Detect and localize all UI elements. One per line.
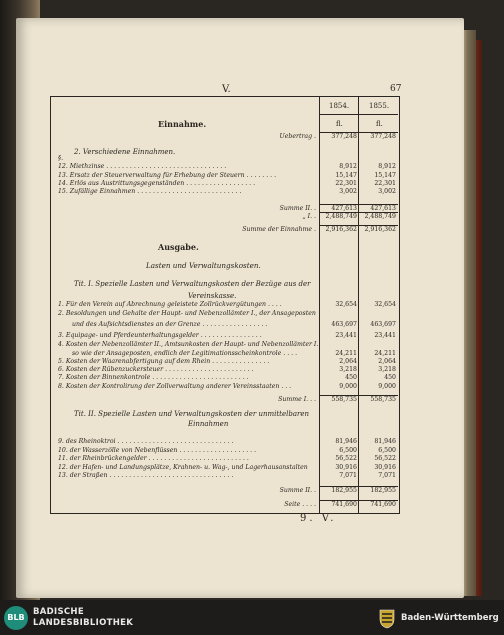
- value-1855: 32,654: [374, 301, 396, 308]
- value-1855: 2,488,749: [364, 213, 396, 220]
- ledger-row-label: 2. Verschiedene Einnahmen.: [74, 148, 176, 156]
- value-1854: 15,147: [335, 172, 357, 179]
- ledger-row-label: 1. Für den Verein auf Abrechnung geleistete Zollrückvergütungen . . . .: [58, 301, 282, 308]
- value-1854: 2,488,749: [325, 213, 357, 220]
- ledger-row-label: Summe II. .: [279, 205, 316, 212]
- ledger-row-label: Vereinskasse.: [188, 292, 237, 300]
- library-name[interactable]: [33, 607, 133, 629]
- value-1854: 6,500: [339, 447, 357, 454]
- ledger-row-label: Summe I. . .: [278, 396, 316, 403]
- ledger-row-label: 15. Zufällige Einnahmen . . . . . . . . . . . . . . . . . . . . . . . . . . .: [58, 188, 242, 195]
- ledger-row-label: Summe II. .: [279, 487, 316, 494]
- value-1854: 24,211: [335, 350, 357, 357]
- value-1855: 6,500: [378, 447, 396, 454]
- ledger-row-label: 5. Kosten der Waarenabfertigung auf dem Rhein . . . . . . . . . . . . . . .: [58, 358, 270, 365]
- value-1854: 377,248: [331, 133, 357, 140]
- state-coat-of-arms-icon: [378, 607, 396, 629]
- library-name-line2: LANDESBIBLIOTHEK: [33, 618, 134, 628]
- library-name-line1: BADISCHE: [33, 607, 84, 617]
- ledger-row-label: 7. Kosten der Binnenkontrole . . . . . . . . . . . . . . . . . . . . . . . . .: [58, 374, 249, 381]
- value-1854: 182,955: [331, 487, 357, 494]
- value-1855: 24,211: [374, 350, 396, 357]
- sum-rule: [319, 132, 398, 133]
- value-1855: 558,735: [370, 396, 396, 403]
- ledger-row-label: so wie der Ansageposten, endlich der Legitimationsscheinkontrole . . . .: [72, 350, 298, 357]
- ledger-row-label: 6. Kosten der Rübenzuckersteuer . . . . . . . . . . . . . . . . . . . . . . .: [58, 366, 254, 373]
- value-1854: 30,916: [335, 464, 357, 471]
- ledger-row-label: 14. Erlös aus Austrittungsgegenständen . . . . . . . . . . . . . . . . . .: [58, 180, 256, 187]
- state-name[interactable]: Baden-Württemberg: [401, 613, 499, 623]
- value-1854: 558,735: [331, 396, 357, 403]
- footer-signature-mark: 9. V.: [300, 513, 337, 524]
- value-1855: 9,000: [378, 383, 396, 390]
- ledger-row-label: 12. Miethzinse . . . . . . . . . . . . . . . . . . . . . . . . . . . . . . .: [58, 163, 227, 170]
- ledger-row-label: Ausgabe.: [158, 242, 199, 252]
- value-1854: 81,946: [335, 438, 357, 445]
- page-section-header: V.: [222, 84, 231, 95]
- ledger-row-label: 12. der Hafen- und Landungsplätze, Krahnen- u. Wag-, und Lagerhausanstalten: [58, 464, 308, 471]
- sum-rule: [319, 225, 398, 226]
- value-1854: 56,522: [335, 455, 357, 462]
- ledger-row-label: 11. der Rheinbrückengelder . . . . . . . . . . . . . . . . . . . . . . . . . .: [58, 455, 249, 462]
- value-1854: 741,690: [331, 501, 357, 508]
- page-number: 67: [390, 84, 402, 94]
- value-1855: 56,522: [374, 455, 396, 462]
- value-1854: 427,613: [331, 205, 357, 212]
- ledger-row-label: 4. Kosten der Nebenzollämter II., Amtsunkosten der Haupt- und Nebenzollämter I.: [58, 341, 319, 348]
- sum-rule: [319, 500, 398, 501]
- value-1855: 3,218: [378, 366, 396, 373]
- value-1855: 182,955: [370, 487, 396, 494]
- ledger-row-label: 3. Equipage- und Pferdeunterhaltungsgelder . . . . . . . . . . . . . . . .: [58, 332, 262, 339]
- ledger-row-label: 2. Besoldungen und Gehalte der Haupt- und Nebenzollämter I., der Ansageposten: [58, 310, 316, 317]
- year-1854-header: 1854.: [329, 102, 350, 110]
- unit-1855: fl.: [376, 120, 383, 128]
- ledger-row-label: 13. Ersatz der Steuerverwaltung für Erhebung der Steuern . . . . . . . .: [58, 172, 277, 179]
- sum-rule: [319, 395, 398, 396]
- ledger-row-label: 13. der Straßen . . . . . . . . . . . . . . . . . . . . . . . . . . . . . . . .: [58, 472, 234, 479]
- page-edges: [462, 30, 476, 596]
- value-1855: 377,248: [370, 133, 396, 140]
- value-1854: 22,301: [335, 180, 357, 187]
- year-1855-header: 1855.: [369, 102, 390, 110]
- ledger-row-label: Uebertrag .: [279, 133, 316, 140]
- value-1855: 450: [384, 374, 396, 381]
- value-1854: 463,697: [331, 321, 357, 328]
- ledger-row-label: Einnahmen: [188, 420, 229, 428]
- ledger-row-label: Seite . . . .: [284, 501, 316, 508]
- value-1854: 2,916,362: [325, 226, 357, 233]
- value-1855: 23,441: [374, 332, 396, 339]
- ledger-row-label: Summe der Einnahme .: [242, 226, 316, 233]
- value-1854: 7,071: [339, 472, 357, 479]
- value-1855: 15,147: [374, 172, 396, 179]
- value-1855: 463,697: [370, 321, 396, 328]
- ledger-row-label: und des Aufsichtsdienstes an der Grenze . . . . . . . . . . . . . . . . .: [72, 321, 268, 328]
- ledger-row-label: Einnahme.: [158, 119, 207, 129]
- value-1854: 3,002: [339, 188, 357, 195]
- value-1855: 81,946: [374, 438, 396, 445]
- ledger-row-label: Tit. I. Spezielle Lasten und Verwaltungskosten der Bezüge aus der: [74, 280, 311, 288]
- ledger-row-label: 8. Kosten der Kontrolirung der Zollverwaltung anderer Vereinsstaaten . . .: [58, 383, 292, 390]
- value-1854: 2,064: [339, 358, 357, 365]
- value-1855: 22,301: [374, 180, 396, 187]
- value-1855: 30,916: [374, 464, 396, 471]
- ledger-row-label: „ I. .: [302, 213, 316, 220]
- ledger-row-label: Tit. II. Spezielle Lasten und Verwaltungskosten der unmittelbaren: [74, 410, 310, 418]
- sum-rule: [319, 204, 398, 205]
- value-1855: 2,916,362: [364, 226, 396, 233]
- value-1854: 32,654: [335, 301, 357, 308]
- blb-logo-icon[interactable]: BLB: [4, 606, 28, 630]
- sum-rule: [319, 212, 398, 213]
- ledger-row-label: 9. des Rheinoktroi . . . . . . . . . . . . . . . . . . . . . . . . . . . . . .: [58, 438, 234, 445]
- value-1855: 8,912: [378, 163, 396, 170]
- value-1855: 741,690: [370, 501, 396, 508]
- value-1855: 2,064: [378, 358, 396, 365]
- value-1854: 23,441: [335, 332, 357, 339]
- value-1855: 7,071: [378, 472, 396, 479]
- ledger-row-label: §.: [58, 155, 64, 162]
- value-1855: 427,613: [370, 205, 396, 212]
- ledger-row-label: 10. der Wasserzölle von Nebenflüssen . . . . . . . . . . . . . . . . . . . .: [58, 447, 257, 454]
- ledger-row-label: Lasten und Verwaltungskosten.: [146, 261, 261, 270]
- sum-rule: [319, 486, 398, 487]
- value-1855: 3,002: [378, 188, 396, 195]
- value-1854: 8,912: [339, 163, 357, 170]
- unit-1854: fl.: [336, 120, 343, 128]
- value-1854: 9,000: [339, 383, 357, 390]
- value-1854: 450: [345, 374, 357, 381]
- header-rule: [319, 114, 398, 115]
- value-1854: 3,218: [339, 366, 357, 373]
